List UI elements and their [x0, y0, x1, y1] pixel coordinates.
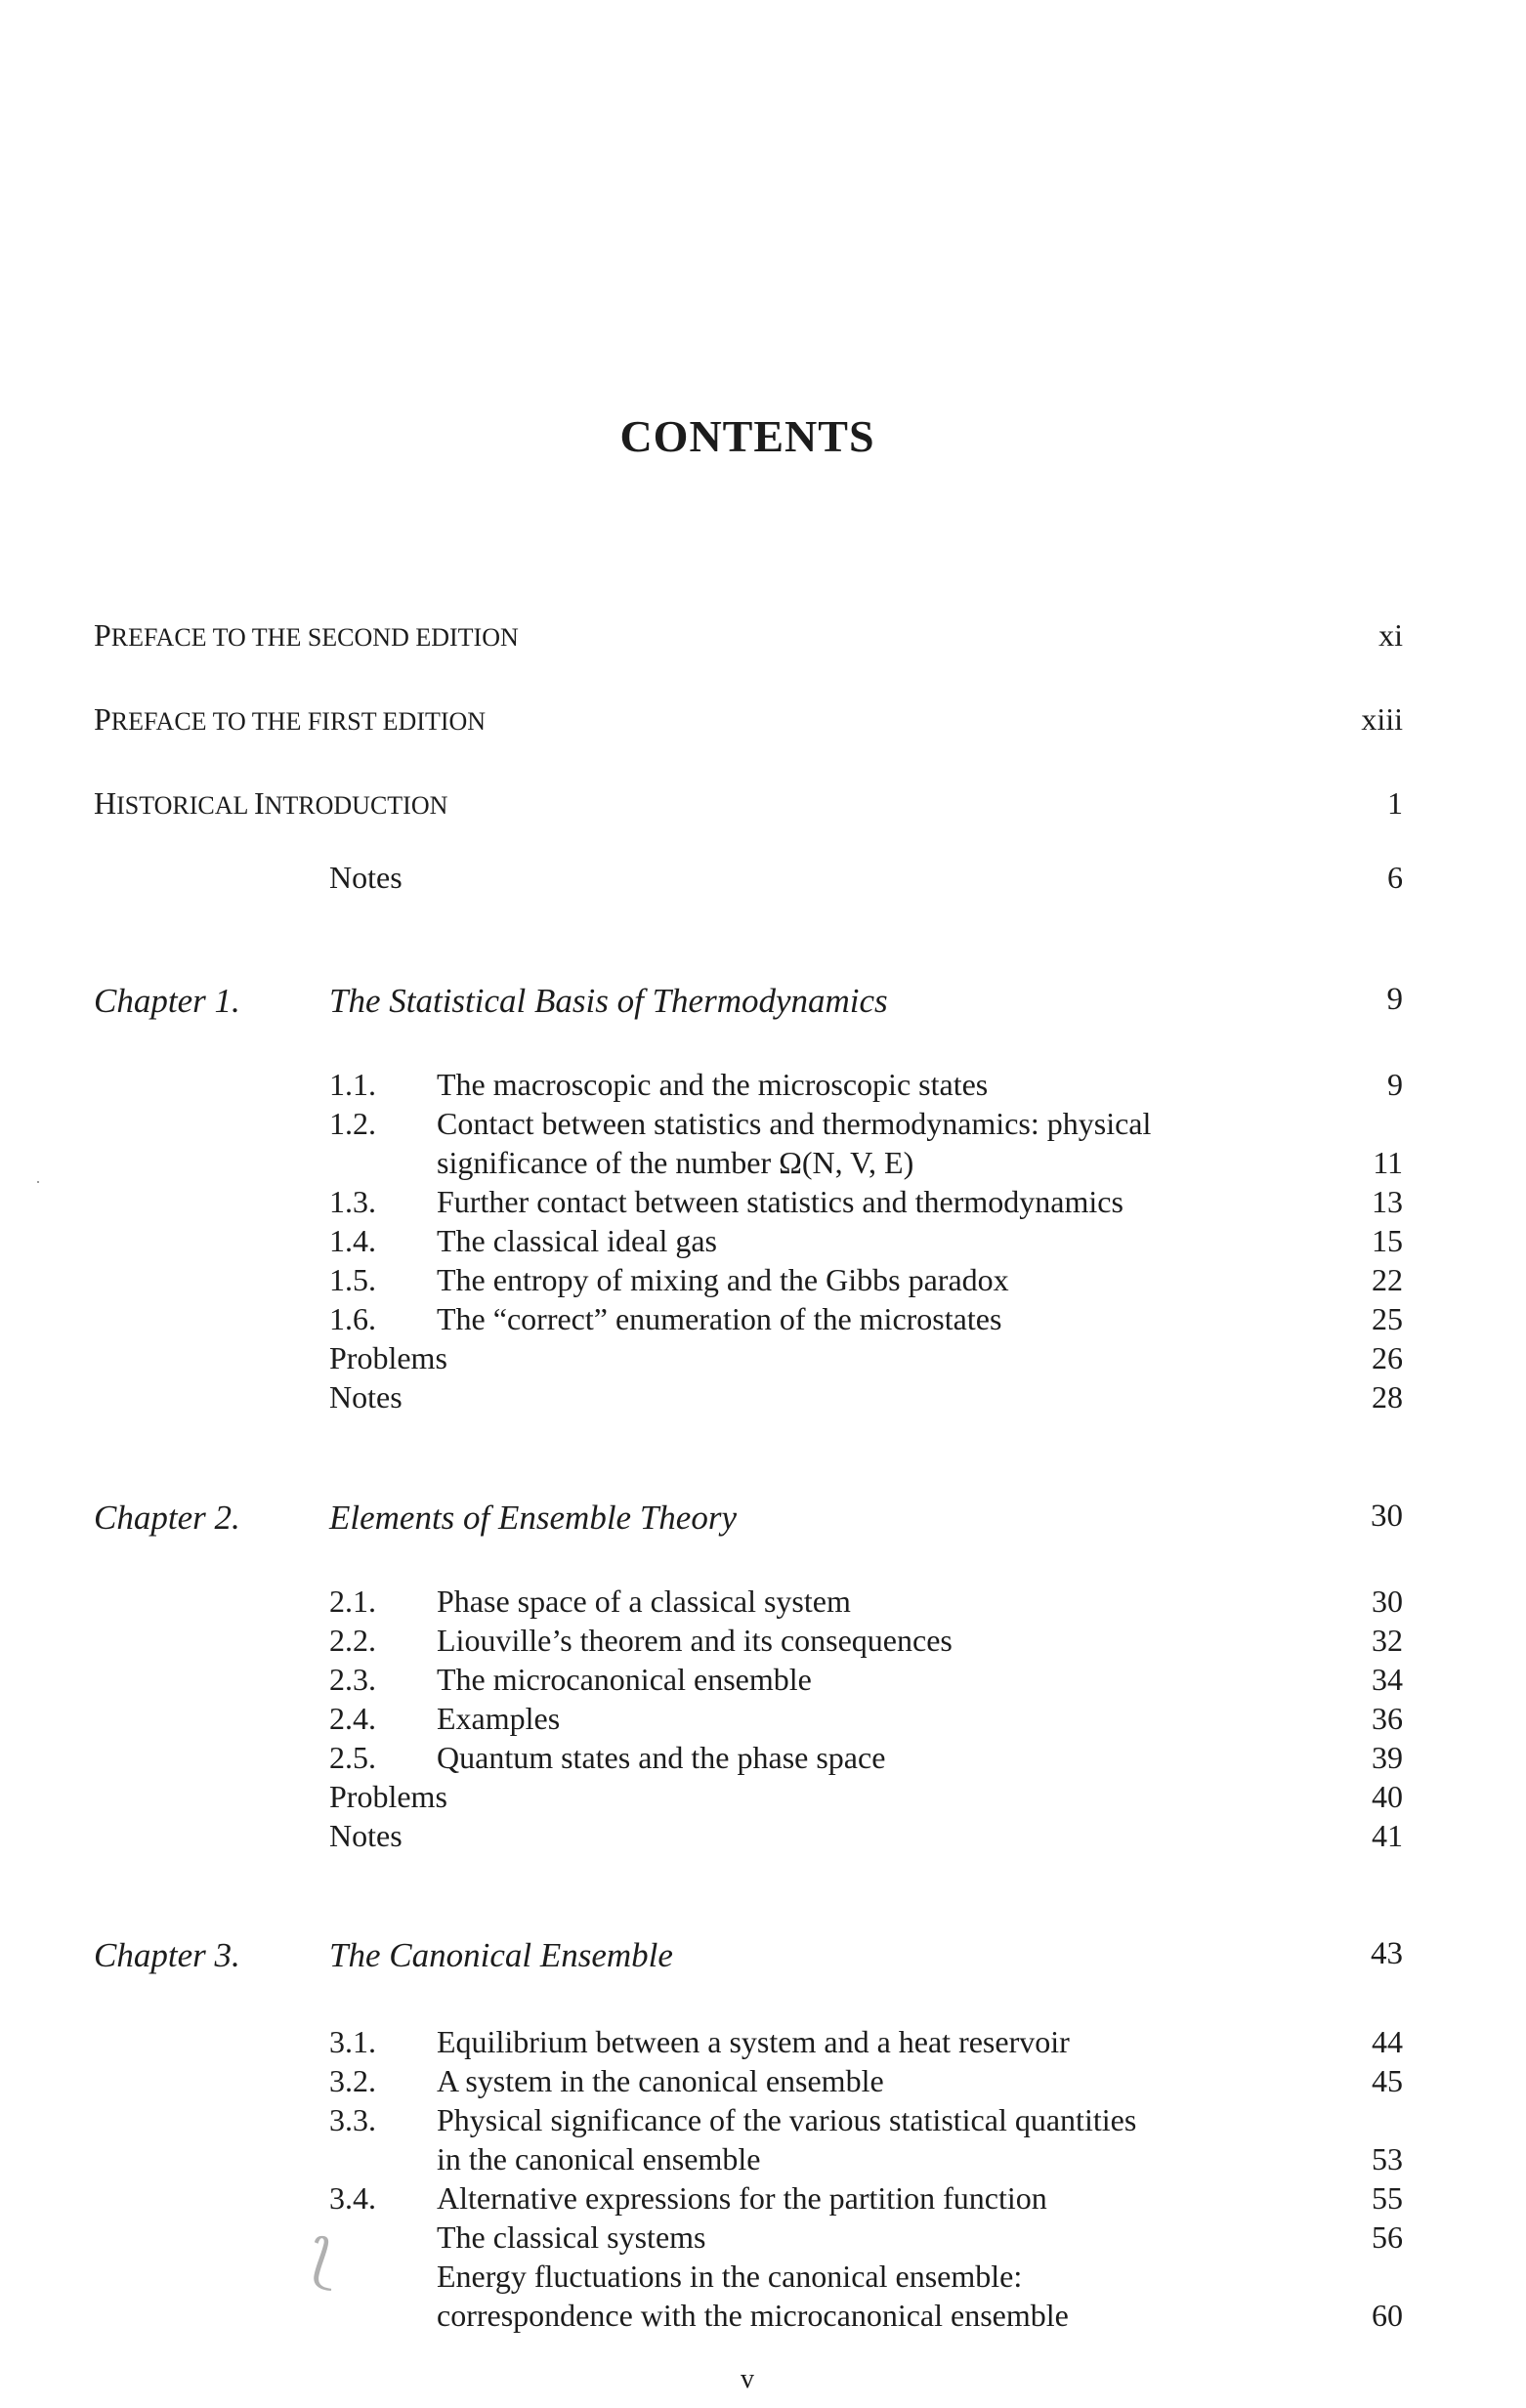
section-title: significance of the number Ω(N, V, E) [437, 1145, 914, 1180]
toc-row [329, 1660, 1403, 1699]
section-title: Further contact between statistics and thermodynamics [437, 1184, 1123, 1219]
section-number: 2.5. [329, 1740, 376, 1775]
toc-row-notes [329, 1816, 1403, 1855]
toc-row-notes [329, 1377, 1403, 1416]
toc-row [329, 2100, 1403, 2139]
section-number: 3.1. [329, 2024, 376, 2059]
section-page-number: 56 [1372, 2219, 1403, 2255]
entry-label: Notes [329, 860, 403, 895]
section-number: 1.6. [329, 1301, 376, 1336]
section-title: Quantum states and the phase space [437, 1740, 886, 1775]
toc-row-problems [329, 1777, 1403, 1816]
chapter-page-number: 30 [1371, 1499, 1403, 1534]
toc-entry-historical-introduction [94, 785, 1403, 822]
toc-row [329, 1738, 1403, 1777]
scan-smudge: ⟅ [311, 2229, 334, 2294]
section-page-number: 30 [1372, 1584, 1403, 1619]
toc-row [329, 1143, 1403, 1182]
entry-label: ISTORICAL [116, 791, 254, 820]
section-title: The entropy of mixing and the Gibbs paradox [437, 1262, 1009, 1297]
section-title: Phase space of a classical system [437, 1584, 851, 1619]
section-title: correspondence with the microcanonical ensemble [437, 2298, 1069, 2333]
section-title: Contact between statistics and thermodynamics: physical [437, 1106, 1152, 1141]
problems-page-number: 40 [1372, 1779, 1403, 1814]
section-number: 1.2. [329, 1106, 376, 1141]
section-title: The microcanonical ensemble [437, 1662, 812, 1697]
section-page-number: 39 [1372, 1740, 1403, 1775]
entry-label: REFACE TO THE SECOND EDITION [110, 623, 519, 652]
section-number: 3.2. [329, 2063, 376, 2098]
section-number: 1.3. [329, 1184, 376, 1219]
entry-label-2: NTRODUCTION [264, 791, 448, 820]
section-title: Liouville’s theorem and its consequences [437, 1623, 953, 1658]
section-title: The classical systems [437, 2219, 706, 2255]
notes-page-number: 41 [1372, 1818, 1403, 1853]
section-title: Equilibrium between a system and a heat reservoir [437, 2024, 1070, 2059]
section-page-number: 11 [1373, 1145, 1403, 1180]
section-title: The classical ideal gas [437, 1223, 717, 1258]
section-page-number: 9 [1387, 1067, 1403, 1102]
entry-page-number: xi [1378, 617, 1403, 653]
notes-label: Notes [329, 1818, 403, 1853]
section-number: 2.3. [329, 1662, 376, 1697]
toc-row [329, 2022, 1403, 2061]
section-title: A system in the canonical ensemble [437, 2063, 884, 2098]
entry-label: REFACE TO THE FIRST EDITION [110, 707, 487, 736]
page-folio: v [741, 2364, 754, 2394]
entry-initial: H [94, 785, 117, 821]
section-page-number: 32 [1372, 1623, 1403, 1658]
section-title: in the canonical ensemble [437, 2141, 761, 2176]
chapter-title: The Statistical Basis of Thermodynamics [329, 982, 888, 1020]
chapter-title: The Canonical Ensemble [329, 1936, 673, 1974]
chapter-label: Chapter 1. [94, 982, 240, 1020]
section-page-number: 44 [1372, 2024, 1403, 2059]
toc-row [329, 2139, 1403, 2178]
toc-row [329, 1582, 1403, 1621]
section-page-number: 53 [1372, 2141, 1403, 2176]
section-page-number: 15 [1372, 1223, 1403, 1258]
entry-page-number: 1 [1387, 785, 1403, 821]
toc-row [329, 1621, 1403, 1660]
section-number: 2.4. [329, 1701, 376, 1736]
section-page-number: 36 [1372, 1701, 1403, 1736]
toc-row [329, 1699, 1403, 1738]
section-title: Energy fluctuations in the canonical ensemble: [437, 2259, 1023, 2294]
chapter-page-number: 9 [1386, 982, 1403, 1017]
section-number: 2.1. [329, 1584, 376, 1619]
toc-row [329, 1182, 1403, 1221]
toc-row [329, 2061, 1403, 2100]
toc-entry-preface-first [94, 701, 1403, 738]
section-title: Examples [437, 1701, 561, 1736]
section-page-number: 13 [1372, 1184, 1403, 1219]
section-number: 1.1. [329, 1067, 376, 1102]
problems-label: Problems [329, 1340, 447, 1375]
chapter-title: Elements of Ensemble Theory [329, 1499, 737, 1537]
section-title: The macroscopic and the microscopic states [437, 1067, 989, 1102]
notes-page-number: 28 [1372, 1379, 1403, 1415]
section-number: 1.4. [329, 1223, 376, 1258]
section-page-number: 25 [1372, 1301, 1403, 1336]
section-number: 1.5. [329, 1262, 376, 1297]
toc-row-problems [329, 1338, 1403, 1377]
entry-initial-2: I [253, 785, 265, 821]
toc-row [329, 2296, 1403, 2335]
section-number: 2.2. [329, 1623, 376, 1658]
toc-row [329, 1221, 1403, 1260]
scan-speck: · [35, 1172, 41, 1192]
chapter-label: Chapter 2. [94, 1499, 240, 1537]
toc-entry-preface-second [94, 617, 1403, 654]
section-page-number: 22 [1372, 1262, 1403, 1297]
chapter-1-sections [329, 1065, 1403, 1416]
entry-page-number: xiii [1361, 701, 1403, 737]
chapter-page-number: 43 [1371, 1936, 1403, 1971]
section-page-number: 55 [1372, 2180, 1403, 2216]
section-page-number: 60 [1372, 2298, 1403, 2333]
section-page-number: 34 [1372, 1662, 1403, 1697]
section-title: The “correct” enumeration of the microstates [437, 1301, 1002, 1336]
chapter-2-sections [329, 1582, 1403, 1855]
problems-page-number: 26 [1372, 1340, 1403, 1375]
section-title: Physical significance of the various statistical quantities [437, 2102, 1137, 2137]
notes-label: Notes [329, 1379, 403, 1415]
toc-row [329, 2178, 1403, 2218]
entry-initial: P [94, 617, 111, 653]
toc-row [329, 2257, 1403, 2296]
problems-label: Problems [329, 1779, 447, 1814]
toc-row [329, 1260, 1403, 1299]
toc-entry-intro-notes [329, 860, 1403, 896]
chapter-3-sections [329, 2022, 1403, 2335]
page-title: CONTENTS [619, 411, 875, 461]
section-title: Alternative expressions for the partition function [437, 2180, 1047, 2216]
toc-row [329, 1104, 1403, 1143]
section-number: 3.4. [329, 2180, 376, 2216]
section-number: 3.3. [329, 2102, 376, 2137]
toc-row [329, 1065, 1403, 1104]
entry-page-number: 6 [1387, 860, 1403, 895]
toc-row [329, 1299, 1403, 1338]
chapter-label: Chapter 3. [94, 1936, 240, 1974]
section-page-number: 45 [1372, 2063, 1403, 2098]
entry-initial: P [94, 701, 111, 737]
toc-row [329, 2218, 1403, 2257]
